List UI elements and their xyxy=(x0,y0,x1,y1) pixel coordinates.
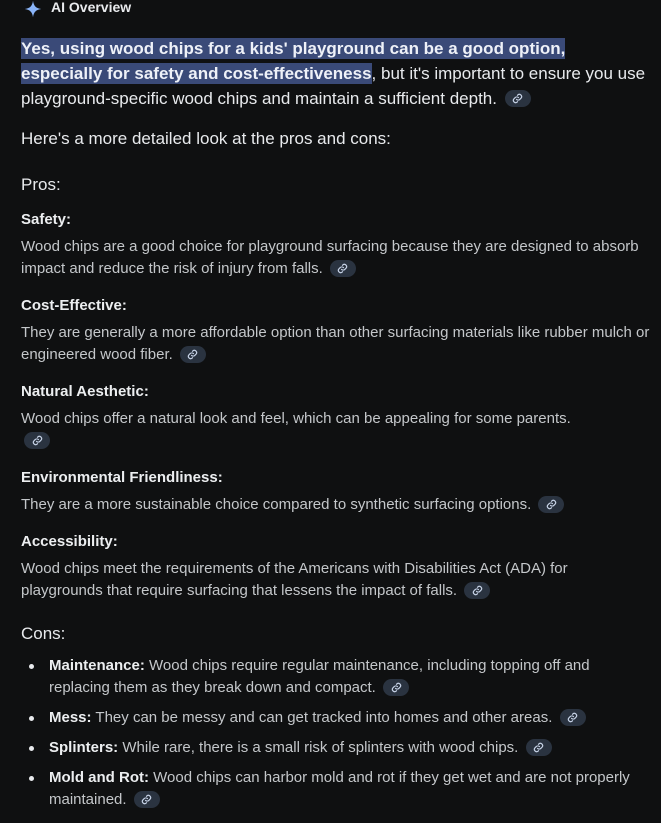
pro-text: Wood chips are a good choice for playground surfacing because they are designed to absorb impact and reduce the risk of injury from falls. xyxy=(21,238,639,277)
pros-heading: Pros: xyxy=(21,175,61,194)
link-icon xyxy=(337,263,348,274)
pro-text: Wood chips meet the requirements of the Americans with Disabilities Act (ADA) for playgrounds that require surfacing that lessens the impact of falls. xyxy=(21,560,568,599)
source-link-button[interactable] xyxy=(180,346,206,363)
pro-label: Accessibility: xyxy=(21,533,118,550)
cons-list xyxy=(21,655,651,819)
con-term: Splinters: xyxy=(49,739,119,756)
con-item-maintenance xyxy=(21,655,651,699)
con-text: Wood chips can harbor mold and rot if they get wet and are not properly maintained. xyxy=(49,769,630,808)
con-item-mess xyxy=(21,707,651,729)
lead-sentence: Here's a more detailed look at the pros and cons: xyxy=(21,129,391,148)
bullet xyxy=(29,746,34,751)
con-term: Mess: xyxy=(49,709,92,726)
link-icon xyxy=(546,499,557,510)
highlighted-answer-line1: Yes, using wood chips for a kids' playground can be a good option, xyxy=(21,39,566,58)
intro-paragraph xyxy=(21,36,661,111)
highlighted-answer-line2: especially for safety and cost-effectiveness xyxy=(21,64,372,83)
source-link-button[interactable] xyxy=(464,582,490,599)
source-link-button[interactable] xyxy=(560,709,586,726)
intro-rest: , but it's important to ensure you use playground-specific wood chips and maintain a sufficient depth. xyxy=(21,64,646,108)
ai-overview-title: AI Overview xyxy=(51,0,132,15)
source-link-button[interactable] xyxy=(24,432,50,449)
link-icon xyxy=(391,682,402,693)
source-link-button[interactable] xyxy=(330,260,356,277)
link-icon xyxy=(533,742,544,753)
bullet xyxy=(29,664,34,669)
source-link-button[interactable] xyxy=(134,791,160,808)
con-item-splinters xyxy=(21,737,651,759)
sparkle-icon xyxy=(24,0,42,18)
pro-text: Wood chips offer a natural look and feel, which can be appealing for some parents. xyxy=(21,408,581,452)
pro-text: They are generally a more affordable option than other surfacing materials like rubber mulch or engineered wood fiber. xyxy=(21,324,650,363)
bullet xyxy=(29,776,34,781)
con-term: Maintenance: xyxy=(49,657,145,674)
con-text: They can be messy and can get tracked into homes and other areas. xyxy=(91,709,553,726)
link-icon xyxy=(32,435,43,446)
source-link-button[interactable] xyxy=(505,90,531,107)
con-item-mold-rot xyxy=(21,767,651,811)
source-link-button[interactable] xyxy=(526,739,552,756)
pro-label: Environmental Friendliness: xyxy=(21,469,223,486)
pro-item-accessibility xyxy=(21,532,651,602)
con-text: Wood chips require regular maintenance, including topping off and replacing them as they break down and compact. xyxy=(49,657,590,696)
ai-overview-header xyxy=(24,0,131,20)
pro-label: Cost-Effective: xyxy=(21,297,127,314)
source-link-button[interactable] xyxy=(383,679,409,696)
pro-item-cost-effective xyxy=(21,296,651,366)
link-icon xyxy=(512,93,523,104)
link-icon xyxy=(141,794,152,805)
pro-label: Safety: xyxy=(21,211,72,228)
cons-heading: Cons: xyxy=(21,624,66,643)
pro-item-natural-aesthetic xyxy=(21,382,581,452)
link-icon xyxy=(567,712,578,723)
pro-item-environmental xyxy=(21,468,651,516)
link-icon xyxy=(187,349,198,360)
bullet xyxy=(29,716,34,721)
pro-label: Natural Aesthetic: xyxy=(21,383,149,400)
con-text: While rare, there is a small risk of splinters with wood chips. xyxy=(118,739,519,756)
pro-text: They are a more sustainable choice compared to synthetic surfacing options. xyxy=(21,494,651,516)
con-term: Mold and Rot: xyxy=(49,769,149,786)
link-icon xyxy=(472,585,483,596)
source-link-button[interactable] xyxy=(538,496,564,513)
pro-item-safety xyxy=(21,210,651,280)
